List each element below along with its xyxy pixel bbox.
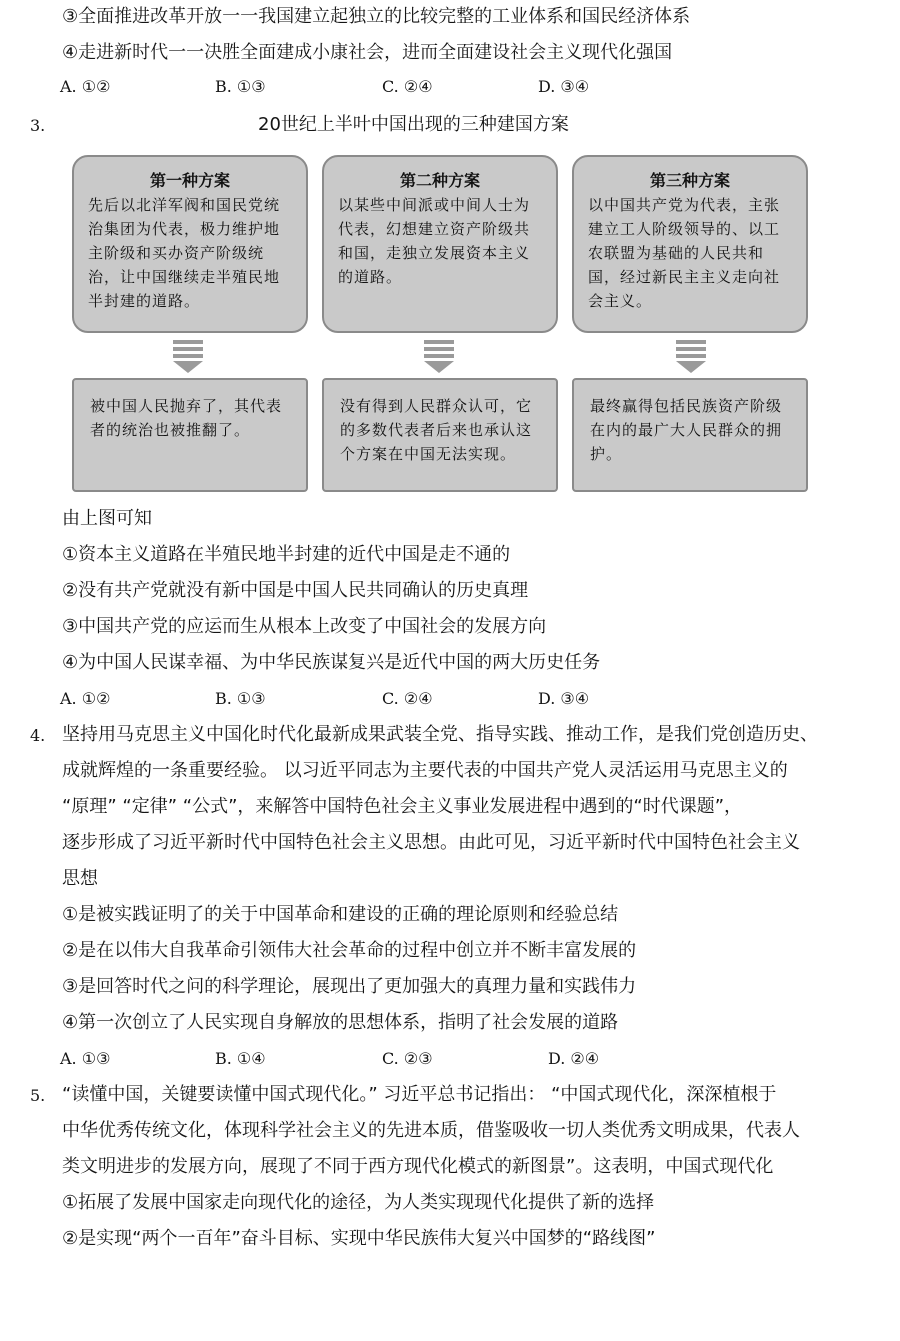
option-c[interactable]: C. ②③: [382, 1049, 433, 1068]
question-3-statement-3: ③中国共产党的应运而生从根本上改变了中国社会的发展方向: [62, 616, 547, 637]
down-arrow-icon: [676, 340, 706, 373]
question-2-item-3: ③全面推进改革开放一一我国建立起独立的比较完整的工业体系和国民经济体系: [62, 6, 691, 27]
question-5-statement-2: ②是实现“两个一百年”奋斗目标、实现中华民族伟大复兴中国梦的“路线图”: [62, 1228, 656, 1249]
option-c[interactable]: C. ②④: [382, 77, 433, 96]
plan-1-result: 被中国人民抛弃了，其代表者的统治也被推翻了。: [90, 397, 283, 439]
question-2-item-4: ④走进新时代一一决胜全面建成小康社会，进而全面建设社会主义现代化强国: [62, 42, 673, 63]
question-4-statement-1: ①是被实践证明了的关于中国革命和建设的正确的理论原则和经验总结: [62, 904, 619, 925]
question-3-options: [60, 688, 820, 710]
question-4-stem-line-2: 成就辉煌的一条重要经验。 以习近平同志为主要代表的中国共产党人灵活运用马克思主义的: [62, 760, 788, 781]
plan-2-text: 以某些中间派或中间人士为代表，幻想建立资产阶级共和国，走独立发展资本主义的道路。: [338, 196, 531, 286]
down-arrow-icon: [173, 340, 203, 373]
option-b[interactable]: B. ①③: [215, 689, 266, 708]
plan-2-box: [322, 155, 558, 333]
question-5-number: 5.: [30, 1086, 46, 1105]
option-d[interactable]: D. ③④: [538, 77, 590, 96]
question-5-stem-line-2: 中华优秀传统文化，体现科学社会主义的先进本质，借鉴吸收一切人类优秀文明成果，代表人: [62, 1120, 800, 1141]
question-4-statement-3: ③是回答时代之问的科学理论，展现出了更加强大的真理力量和实践伟力: [62, 976, 637, 997]
option-d[interactable]: D. ③④: [538, 689, 590, 708]
question-4-stem-line-1: 坚持用马克思主义中国化时代化最新成果武装全党、指导实践、推动工作，是我们党创造历史、: [62, 724, 818, 745]
down-arrow-icon: [424, 340, 454, 373]
question-5-stem-line-3: 类文明进步的发展方向，展现了不同于西方现代化模式的新图景”。这表明，中国式现代化: [62, 1156, 774, 1177]
plan-1-title: 第一种方案: [149, 171, 230, 190]
plan-3-result-box: [572, 378, 808, 492]
option-c[interactable]: C. ②④: [382, 689, 433, 708]
plan-1-text: 先后以北洋军阀和国民党统治集团为代表，极力维护地主阶级和买办资产阶级统治，让中国继续走半殖民地半封建的道路。: [88, 196, 281, 310]
question-3-figure-title: 20世纪上半叶中国出现的三种建国方案: [258, 114, 569, 135]
question-4-stem-line-4: 逐步形成了习近平新时代中国特色社会主义思想。由此可见，习近平新时代中国特色社会主义: [62, 832, 800, 853]
question-4-number: 4.: [30, 726, 46, 745]
option-a[interactable]: A. ①③: [60, 1049, 111, 1068]
plan-2-result: 没有得到人民群众认可，它的多数代表者后来也承认这个方案在中国无法实现。: [340, 397, 533, 463]
plan-3-result: 最终赢得包括民族资产阶级在内的最广大人民群众的拥护。: [590, 397, 783, 463]
question-2-options: [60, 76, 820, 98]
question-3-statement-2: ②没有共产党就没有新中国是中国人民共同确认的历史真理: [62, 580, 529, 601]
question-4-statement-4: ④第一次创立了人民实现自身解放的思想体系，指明了社会发展的道路: [62, 1012, 619, 1033]
question-3-number: 3.: [30, 116, 46, 135]
question-4-stem-line-5: 思想: [62, 868, 98, 889]
option-b[interactable]: B. ①④: [215, 1049, 266, 1068]
question-4-stem-line-3: “原理” “定律” “公式”，来解答中国特色社会主义事业发展进程中遇到的“时代课题”，: [62, 796, 743, 817]
option-d[interactable]: D. ②④: [548, 1049, 600, 1068]
option-b[interactable]: B. ①③: [215, 77, 266, 96]
plan-2-result-box: [322, 378, 558, 492]
question-4-options: [60, 1048, 820, 1070]
question-3-statement-1: ①资本主义道路在半殖民地半封建的近代中国是走不通的: [62, 544, 511, 565]
plan-2-title: 第二种方案: [399, 171, 480, 190]
question-3-lead: 由上图可知: [62, 508, 152, 529]
question-3-statement-4: ④为中国人民谋幸福、为中华民族谋复兴是近代中国的两大历史任务: [62, 652, 601, 673]
question-4-statement-2: ②是在以伟大自我革命引领伟大社会革命的过程中创立并不断丰富发展的: [62, 940, 637, 961]
plan-1-box: [72, 155, 308, 333]
option-a[interactable]: A. ①②: [60, 77, 111, 96]
plan-3-text: 以中国共产党为代表，主张建立工人阶级领导的、以工农联盟为基础的人民共和国，经过新民主主义走向社会主义。: [588, 196, 781, 310]
plan-3-box: [572, 155, 808, 333]
plan-1-result-box: [72, 378, 308, 492]
question-5-statement-1: ①拓展了发展中国家走向现代化的途径，为人类实现现代化提供了新的选择: [62, 1192, 655, 1213]
plan-3-title: 第三种方案: [649, 171, 730, 190]
option-a[interactable]: A. ①②: [60, 689, 111, 708]
question-5-stem-line-1: “读懂中国，关键要读懂中国式现代化。” 习近平总书记指出： “中国式现代化，深深植根于: [62, 1084, 777, 1105]
